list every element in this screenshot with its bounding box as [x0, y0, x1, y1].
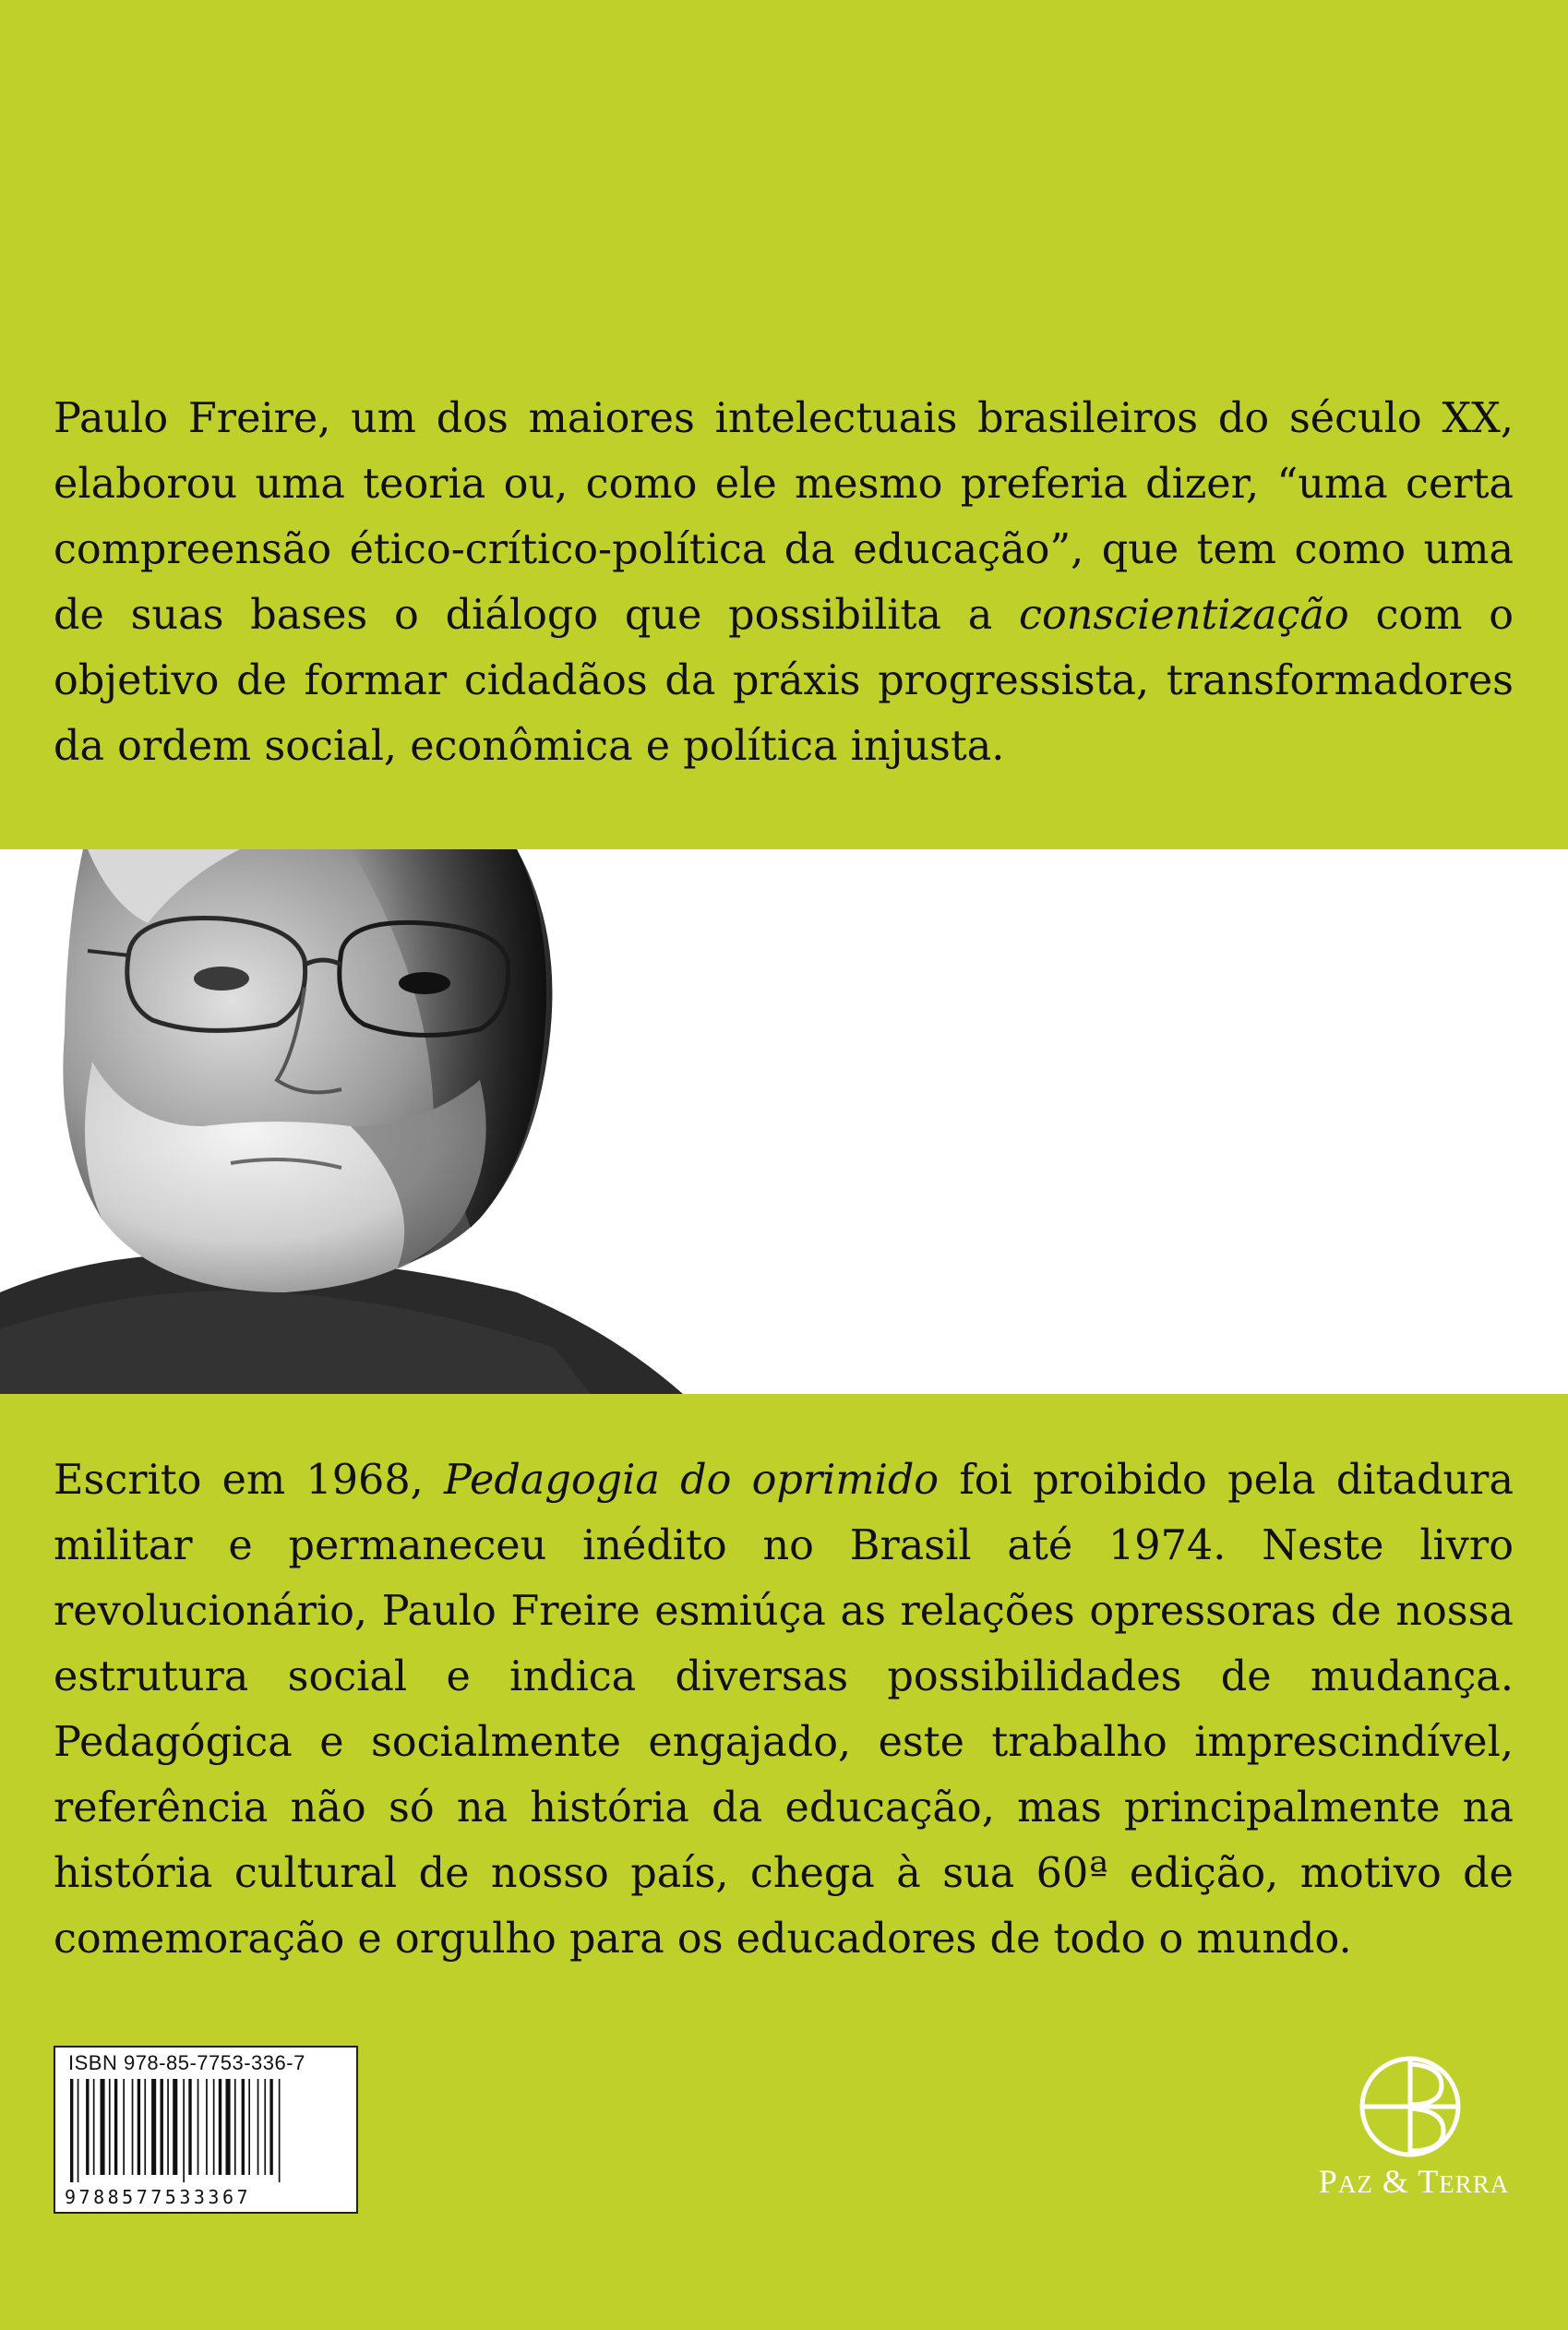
- publisher-emblem-icon: [1353, 2053, 1467, 2162]
- barcode-bar: [144, 2079, 146, 2175]
- barcode-bar: [279, 2079, 281, 2182]
- intro-italic-term: conscientização: [1019, 592, 1349, 639]
- publisher-logo-block: [1294, 2053, 1534, 2201]
- isbn-barcode: [54, 2046, 358, 2214]
- barcode-bar: [213, 2079, 215, 2175]
- barcode-bar: [197, 2079, 199, 2175]
- barcode-bar: [101, 2079, 105, 2175]
- barcode-bar: [109, 2079, 111, 2175]
- book-title-italic: Pedagogia do oprimido: [444, 1457, 940, 1504]
- barcode-bar: [248, 2079, 250, 2175]
- barcode-bar: [242, 2079, 245, 2175]
- intro-text-part-1: Paulo Freire, um dos maiores intelectuais brasileiros do século XX, elaborou uma teoria ou, como ele mesmo preferia dizer, “uma certa compreensão ético-crítico-política da educação”, que tem como uma de suas bases o diálogo que possibilita a: [54, 395, 1514, 639]
- barcode-bar: [132, 2079, 134, 2175]
- barcode-bar: [206, 2079, 208, 2175]
- barcode-bar: [257, 2079, 259, 2175]
- publisher-name: PAZ & TERRA: [1318, 2163, 1510, 2200]
- barcode-bar: [161, 2079, 163, 2175]
- barcode-bar: [167, 2079, 169, 2175]
- barcode-bar: [123, 2079, 125, 2175]
- barcode-bar: [151, 2079, 156, 2175]
- author-portrait-photo: [0, 849, 1568, 1394]
- barcode-bar: [188, 2079, 191, 2175]
- description-text-part-1: Escrito em 1968,: [54, 1457, 445, 1504]
- barcode-bar: [86, 2079, 89, 2175]
- description-paragraph: [54, 1447, 1514, 1972]
- barcode-bar: [173, 2079, 177, 2175]
- description-text-part-2: foi proibido pela ditadura militar e permaneceu inédito no Brasil até 1974. Neste livro revolucionário, Paulo Freire esmiúça as relações opressoras de nossa estrutura social e indica diversas possibilidades de mudança. Pedagógica e socialmente engajado, este trabalho imprescindível, referência não só na história da educação, mas principalmente na história cultural de nosso país, chega à sua 60ª edição, motivo de comemoração e orgulho para os educadores de todo o mundo.: [54, 1457, 1514, 1963]
- barcode-bar: [93, 2079, 95, 2175]
- barcode-bar: [219, 2079, 221, 2175]
- barcode-bar: [264, 2079, 266, 2175]
- barcode-bar: [78, 2079, 79, 2182]
- intro-paragraph: [54, 386, 1514, 779]
- barcode-bar: [234, 2079, 236, 2175]
- barcode-bar: [70, 2079, 73, 2182]
- isbn-label: ISBN 978-85-7753-336-7: [68, 2051, 305, 2074]
- intro-text-part-2: com o objetivo de formar cidadãos da práxis progressista, transformadores da ordem social, econômica e política injusta.: [54, 592, 1514, 770]
- barcode-bars-icon: [68, 2079, 345, 2182]
- barcode-bar: [114, 2079, 117, 2175]
- isbn-digits: 9788577533367: [65, 2186, 252, 2208]
- barcode-bar: [226, 2079, 231, 2175]
- barcode-bar: [138, 2079, 140, 2175]
- author-photo-band: [0, 849, 1568, 1394]
- barcode-bar: [183, 2079, 185, 2182]
- barcode-bar: [269, 2079, 272, 2175]
